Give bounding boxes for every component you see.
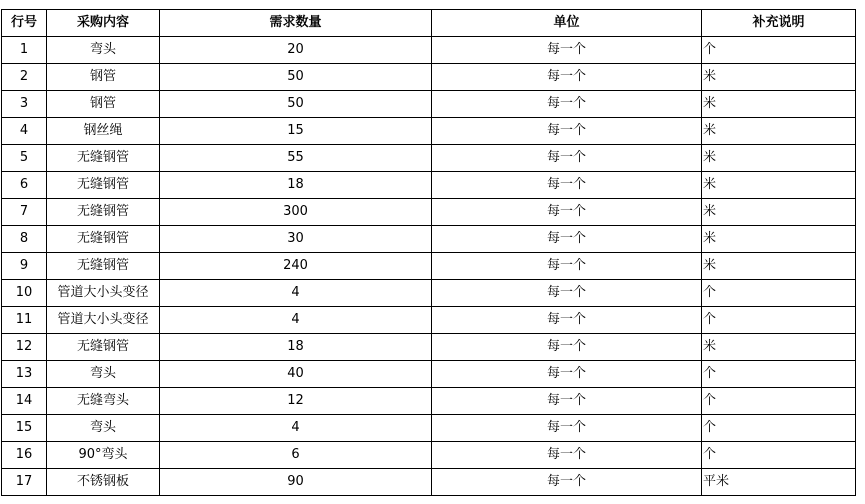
table-row [2, 37, 856, 64]
row-number-cell: 15 [2, 415, 47, 442]
header-unit: 单位 [432, 10, 702, 37]
table-row [2, 415, 856, 442]
unit-cell: 每一个 [432, 37, 702, 64]
header-row-number: 行号 [2, 10, 47, 37]
row-number-cell: 11 [2, 307, 47, 334]
unit-cell: 每一个 [432, 145, 702, 172]
table-row [2, 226, 856, 253]
quantity-cell: 90 [160, 469, 432, 496]
row-number-cell: 10 [2, 280, 47, 307]
unit-cell: 每一个 [432, 334, 702, 361]
table-row [2, 145, 856, 172]
row-number-cell: 5 [2, 145, 47, 172]
row-number-cell: 8 [2, 226, 47, 253]
header-purchase-content: 采购内容 [47, 10, 160, 37]
remarks-cell: 个 [702, 307, 856, 334]
unit-cell: 每一个 [432, 118, 702, 145]
unit-cell: 每一个 [432, 361, 702, 388]
table-row [2, 253, 856, 280]
row-number-cell: 17 [2, 469, 47, 496]
table-row [2, 64, 856, 91]
purchase-content-cell: 管道大小头变径 [47, 307, 160, 334]
quantity-cell: 50 [160, 91, 432, 118]
quantity-cell: 4 [160, 415, 432, 442]
purchase-content-cell: 弯头 [47, 415, 160, 442]
purchase-content-cell: 无缝钢管 [47, 334, 160, 361]
remarks-cell: 米 [702, 64, 856, 91]
quantity-cell: 15 [160, 118, 432, 145]
header-remarks: 补充说明 [702, 10, 856, 37]
row-number-cell: 12 [2, 334, 47, 361]
purchase-content-cell: 弯头 [47, 37, 160, 64]
row-number-cell: 7 [2, 199, 47, 226]
unit-cell: 每一个 [432, 253, 702, 280]
quantity-cell: 18 [160, 334, 432, 361]
purchase-content-cell: 无缝钢管 [47, 253, 160, 280]
purchase-content-cell: 无缝弯头 [47, 388, 160, 415]
unit-cell: 每一个 [432, 388, 702, 415]
purchase-content-cell: 钢管 [47, 91, 160, 118]
remarks-cell: 米 [702, 172, 856, 199]
unit-cell: 每一个 [432, 64, 702, 91]
row-number-cell: 2 [2, 64, 47, 91]
row-number-cell: 3 [2, 91, 47, 118]
row-number-cell: 14 [2, 388, 47, 415]
table-row [2, 469, 856, 496]
table-row [2, 118, 856, 145]
remarks-cell: 米 [702, 226, 856, 253]
table-row [2, 334, 856, 361]
row-number-cell: 4 [2, 118, 47, 145]
quantity-cell: 55 [160, 145, 432, 172]
table-row [2, 361, 856, 388]
remarks-cell: 米 [702, 334, 856, 361]
unit-cell: 每一个 [432, 199, 702, 226]
table-row [2, 199, 856, 226]
table-row [2, 307, 856, 334]
remarks-cell: 米 [702, 118, 856, 145]
remarks-cell: 平米 [702, 469, 856, 496]
remarks-cell: 个 [702, 388, 856, 415]
table-row [2, 442, 856, 469]
remarks-cell: 米 [702, 253, 856, 280]
remarks-cell: 个 [702, 280, 856, 307]
unit-cell: 每一个 [432, 307, 702, 334]
quantity-cell: 30 [160, 226, 432, 253]
quantity-cell: 4 [160, 307, 432, 334]
procurement-table [1, 9, 856, 496]
table-row [2, 388, 856, 415]
unit-cell: 每一个 [432, 415, 702, 442]
remarks-cell: 米 [702, 91, 856, 118]
purchase-content-cell: 不锈钢板 [47, 469, 160, 496]
row-number-cell: 6 [2, 172, 47, 199]
remarks-cell: 个 [702, 37, 856, 64]
purchase-content-cell: 钢丝绳 [47, 118, 160, 145]
purchase-content-cell: 钢管 [47, 64, 160, 91]
purchase-content-cell: 无缝钢管 [47, 226, 160, 253]
remarks-cell: 米 [702, 199, 856, 226]
purchase-content-cell: 无缝钢管 [47, 172, 160, 199]
unit-cell: 每一个 [432, 280, 702, 307]
purchase-content-cell: 弯头 [47, 361, 160, 388]
unit-cell: 每一个 [432, 469, 702, 496]
quantity-cell: 4 [160, 280, 432, 307]
table-row [2, 91, 856, 118]
quantity-cell: 300 [160, 199, 432, 226]
table-body [2, 37, 856, 496]
remarks-cell: 个 [702, 442, 856, 469]
unit-cell: 每一个 [432, 91, 702, 118]
purchase-content-cell: 90°弯头 [47, 442, 160, 469]
row-number-cell: 16 [2, 442, 47, 469]
header-required-quantity: 需求数量 [160, 10, 432, 37]
quantity-cell: 20 [160, 37, 432, 64]
quantity-cell: 18 [160, 172, 432, 199]
unit-cell: 每一个 [432, 172, 702, 199]
quantity-cell: 40 [160, 361, 432, 388]
remarks-cell: 米 [702, 145, 856, 172]
row-number-cell: 9 [2, 253, 47, 280]
purchase-content-cell: 无缝钢管 [47, 145, 160, 172]
remarks-cell: 个 [702, 415, 856, 442]
table-row [2, 280, 856, 307]
quantity-cell: 6 [160, 442, 432, 469]
header-row [2, 10, 856, 37]
purchase-content-cell: 管道大小头变径 [47, 280, 160, 307]
table-row [2, 172, 856, 199]
quantity-cell: 12 [160, 388, 432, 415]
remarks-cell: 个 [702, 361, 856, 388]
quantity-cell: 50 [160, 64, 432, 91]
row-number-cell: 1 [2, 37, 47, 64]
row-number-cell: 13 [2, 361, 47, 388]
purchase-content-cell: 无缝钢管 [47, 199, 160, 226]
unit-cell: 每一个 [432, 226, 702, 253]
quantity-cell: 240 [160, 253, 432, 280]
unit-cell: 每一个 [432, 442, 702, 469]
